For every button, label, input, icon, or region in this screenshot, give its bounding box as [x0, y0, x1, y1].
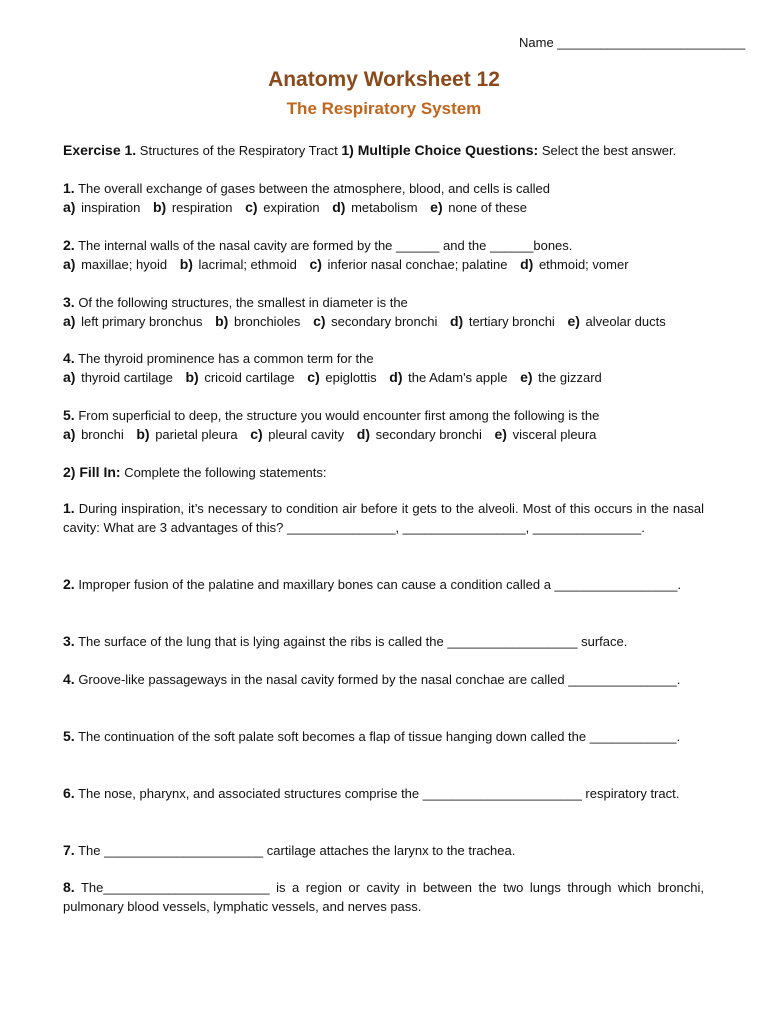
mcq-section-label: 1) Multiple Choice Questions:: [341, 142, 539, 158]
option-d: d) ethmoid; vomer: [520, 256, 629, 272]
exercise-text: Structures of the Respiratory Tract: [139, 143, 338, 158]
question-number: 4.: [63, 350, 75, 366]
option-a: a) bronchi: [63, 426, 124, 442]
mcq-question-3: [63, 293, 704, 331]
item-number: 6.: [63, 785, 75, 801]
option-e: e) none of these: [430, 199, 528, 215]
option-b: b) cricoid cartilage: [185, 369, 295, 385]
exercise-label: Exercise 1.: [63, 142, 137, 158]
option-b: b) parietal pleura: [136, 426, 238, 442]
worksheet-subtitle: The Respiratory System: [286, 99, 482, 118]
option-d: d) metabolism: [332, 199, 418, 215]
item-number: 3.: [63, 633, 75, 649]
mcq-section-text: Select the best answer.: [541, 143, 677, 158]
option-c: c) inferior nasal conchae; palatine: [309, 256, 508, 272]
question-number: 5.: [63, 407, 75, 423]
option-d: d) tertiary bronchi: [450, 313, 555, 329]
mcq-question-5: [63, 406, 704, 444]
exercise-heading: [63, 141, 704, 160]
fill-in-item-4: [63, 670, 704, 689]
mcq-question-2: [63, 236, 704, 274]
answer-options: [63, 198, 704, 217]
option-c: c) epiglottis: [307, 369, 377, 385]
name-field-label: Name __________________________: [519, 35, 746, 50]
item-number: 1.: [63, 500, 75, 516]
worksheet-title: Anatomy Worksheet 12: [268, 68, 500, 91]
question-text: The overall exchange of gases between the atmosphere, blood, and cells is called: [78, 181, 550, 196]
option-e: e) the gizzard: [520, 369, 602, 385]
question-text: The internal walls of the nasal cavity are formed by the ______ and the ______bones.: [78, 238, 573, 253]
option-c: c) expiration: [245, 199, 320, 215]
question-text: The thyroid prominence has a common term for the: [78, 351, 374, 366]
option-a: a) left primary bronchus: [63, 313, 203, 329]
option-e: e) alveolar ducts: [567, 313, 666, 329]
item-number: 8.: [63, 879, 75, 895]
item-text: The_______________________ is a region or cavity in between the two lungs through which bronchi, pulmonary blood vessels, lymphatic vessels, and nerves pass.: [63, 880, 704, 914]
answer-options: [63, 368, 704, 387]
answer-options: [63, 255, 704, 274]
question-number: 3.: [63, 294, 75, 310]
option-a: a) inspiration: [63, 199, 141, 215]
fill-in-item-1: [63, 499, 704, 537]
fill-in-item-3: [63, 632, 704, 651]
fill-in-item-5: [63, 727, 704, 746]
fill-in-label: 2) Fill In:: [63, 464, 121, 480]
fill-in-item-6: [63, 784, 704, 803]
option-a: a) thyroid cartilage: [63, 369, 173, 385]
answer-options: [63, 312, 704, 331]
item-text: The surface of the lung that is lying against the ribs is called the __________________ surface.: [78, 634, 628, 649]
item-text: Improper fusion of the palatine and maxillary bones can cause a condition called a _________________.: [78, 577, 682, 592]
item-number: 5.: [63, 728, 75, 744]
option-a: a) maxillae; hyoid: [63, 256, 168, 272]
option-b: b) lacrimal; ethmoid: [179, 256, 297, 272]
fill-in-item-7: [63, 841, 704, 860]
fill-in-heading: [63, 463, 704, 482]
option-d: d) the Adam's apple: [389, 369, 508, 385]
item-text: The continuation of the soft palate soft becomes a flap of tissue hanging down called the ____________.: [78, 729, 681, 744]
item-number: 2.: [63, 576, 75, 592]
mcq-question-4: [63, 349, 704, 387]
question-number: 1.: [63, 180, 75, 196]
question-text: Of the following structures, the smallest in diameter is the: [78, 295, 408, 310]
item-text: Groove-like passageways in the nasal cavity formed by the nasal conchae are called _______________.: [78, 672, 681, 687]
option-b: b) respiration: [152, 199, 233, 215]
mcq-question-1: [63, 179, 704, 217]
fill-in-item-2: [63, 575, 704, 594]
answer-options: [63, 425, 704, 444]
item-text: During inspiration, it’s necessary to condition air before it gets to the alveoli. Most of this occurs in the nasal cavity: What are 3 advantages of this? _______________, _________________, _______________.: [63, 501, 704, 535]
option-c: c) secondary bronchi: [313, 313, 438, 329]
question-text: From superficial to deep, the structure you would encounter first among the following is the: [78, 408, 600, 423]
question-number: 2.: [63, 237, 75, 253]
item-text: The ______________________ cartilage attaches the larynx to the trachea.: [78, 843, 516, 858]
fill-in-text: Complete the following statements:: [124, 465, 327, 480]
option-e: e) visceral pleura: [494, 426, 597, 442]
option-d: d) secondary bronchi: [356, 426, 482, 442]
option-c: c) pleural cavity: [250, 426, 345, 442]
item-number: 4.: [63, 671, 75, 687]
fill-in-item-8: [63, 878, 704, 916]
item-number: 7.: [63, 842, 75, 858]
option-b: b) bronchioles: [215, 313, 301, 329]
item-text: The nose, pharynx, and associated structures comprise the ______________________ respiratory tract.: [78, 786, 680, 801]
